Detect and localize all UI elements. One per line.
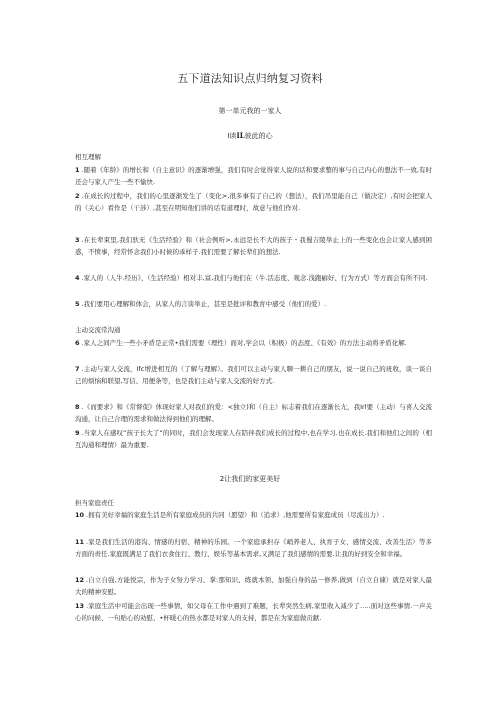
item-text: .当家人在感叹“孩子长大了”的同时，我们会发现家人在陪伴我们成长的过程中,也在学习.也在成长.我们和他们之间的（相互沟通和理情）最为重要. — [75, 429, 432, 450]
lesson-2-heading: 2让我们的家更美好 — [219, 475, 281, 483]
lesson-1-number: IL — [236, 131, 245, 140]
list-item — [75, 272, 432, 284]
item-number: 3 — [75, 236, 80, 244]
item-number: 12 — [75, 576, 85, 584]
list-item — [75, 164, 432, 188]
item-text: .《而要求》和《常督促》体现好家人对我们的爱：<独立)和（自主）标志着我们在逐渐长尢，我Irl要（主动）与喜人交流沟通，让自己合理的需求和做法得到他们的理解。 — [75, 403, 432, 424]
item-number: 2 — [75, 192, 80, 200]
document-title: 五下道法知识点归纳复习资料 — [177, 72, 323, 85]
list-item — [75, 363, 432, 387]
item-text: .拥有美好幸福的家庭生活是所有家庭成员的共同（愿望）和（追求）,他需要所有家庭成员（尽流出力）. — [86, 511, 385, 519]
unit-heading: 第一单元我的一家人 — [218, 107, 282, 115]
list-item — [75, 337, 432, 349]
item-number: 5 — [75, 300, 80, 308]
item-text: .家庭生活中可能会出现一些事情，如父母在工作中遇到了难题，长辈突然生病,家里收入减少了…..面对这些事情.一声关心的问候、一句贴心的劝慰、•杯暖心的热水都是对家人的支持，都是在为家庭做贡献. — [75, 602, 432, 623]
item-number: 9 — [75, 429, 80, 437]
item-number: 8 — [75, 403, 80, 411]
item-text: .自立自强,方能悦宗，作为子女努力学习、掌:那知识、练就本领、加强自身的品一修养,做到（自立自谏）就是对家人最大的精神安慰。 — [75, 576, 432, 597]
list-item — [75, 234, 432, 258]
list-item — [75, 298, 432, 310]
list-item — [75, 509, 432, 521]
list-item — [75, 600, 432, 624]
list-item — [75, 427, 432, 451]
lesson-1-title: 彼此的心 — [244, 132, 273, 140]
list-item — [75, 536, 432, 560]
lesson-1-prefix: I读 — [227, 132, 237, 140]
item-number: 11 — [75, 538, 85, 546]
list-item — [75, 401, 432, 425]
item-text: .家是我们生活的港沟、情感的归宿、精神的乐园。一个家庭承担存《峭养老人、执育子女、感情交流、改善生活）等多方面的责任.家庭既满足了我们衣食住行、教行、娱乐等基本需求,又满足了我们感情的需要.让我的好到安全和幸福。 — [75, 538, 432, 559]
section-heading-family-responsibility: 担当家庭责任 — [75, 499, 114, 507]
item-text: .家人之间产生一些小矛盾是正常•我们需要（理性）面对,学会以（积极）的态度、《有效》的方法主动将矛盾化解. — [81, 339, 407, 347]
item-number: 10 — [75, 511, 85, 519]
item-text: .在长辈束里,我们驮无《生活经验》和（社会例听>,永远是长不大的孩子・我蜀吉陵举止上的一些变化也会让家人感到困惑，不愤事，经常怀念我们小时候的乖样子.我们需要了解长辈们的想法. — [75, 236, 432, 257]
item-text: .在成长的过程中，我们的心里逐渐发生了（变化>,很多事有了自己的（想法），我们吊里能自己（做决定）,有时会把家人的（关心）看作是（干涉）,甚至在明知他们讲的话有道理时，故意与他们作对. — [75, 192, 432, 213]
item-text: .主动与家人交流，Ifc增进相互的（了解与理解）。我们可以主动与家人聊一耕自己的朋友，说一说自己的班收，谈一谈自己的烦恼和联望,写信、用便条等，也是我们主动与家人交流的好方式. — [75, 365, 432, 386]
item-number: 1 — [75, 166, 80, 174]
item-text: .随着《年龄》的增长和（自主意识》的逐渐增强，我们有时会觉得家人说的话和要求整的事与自己内心的想法不一致,有时还会与家人产生一些不愉快. — [75, 166, 432, 187]
section-heading-communication: 主动交流常沟通 — [75, 326, 121, 334]
list-item — [75, 190, 432, 214]
item-number: 6 — [75, 339, 80, 347]
item-number: 7 — [75, 365, 80, 373]
item-text: .家人的（人牛.经历》、（生活经验）相对丰,富,我们与他们在（牛.活态度、观念.浅跑癖好、行为方式）等方面会有所不同. — [81, 274, 428, 282]
item-number: 13 — [75, 602, 85, 610]
list-item — [75, 574, 432, 598]
lesson-1-heading — [0, 131, 500, 141]
item-number: 4 — [75, 274, 80, 282]
item-text: .我们要用心理解和体会，从家人的言谈举止，甚至是批评和教育中感受（他们的爱）. — [81, 300, 327, 308]
section-heading-mutual-understanding: 相互理解 — [75, 153, 101, 161]
